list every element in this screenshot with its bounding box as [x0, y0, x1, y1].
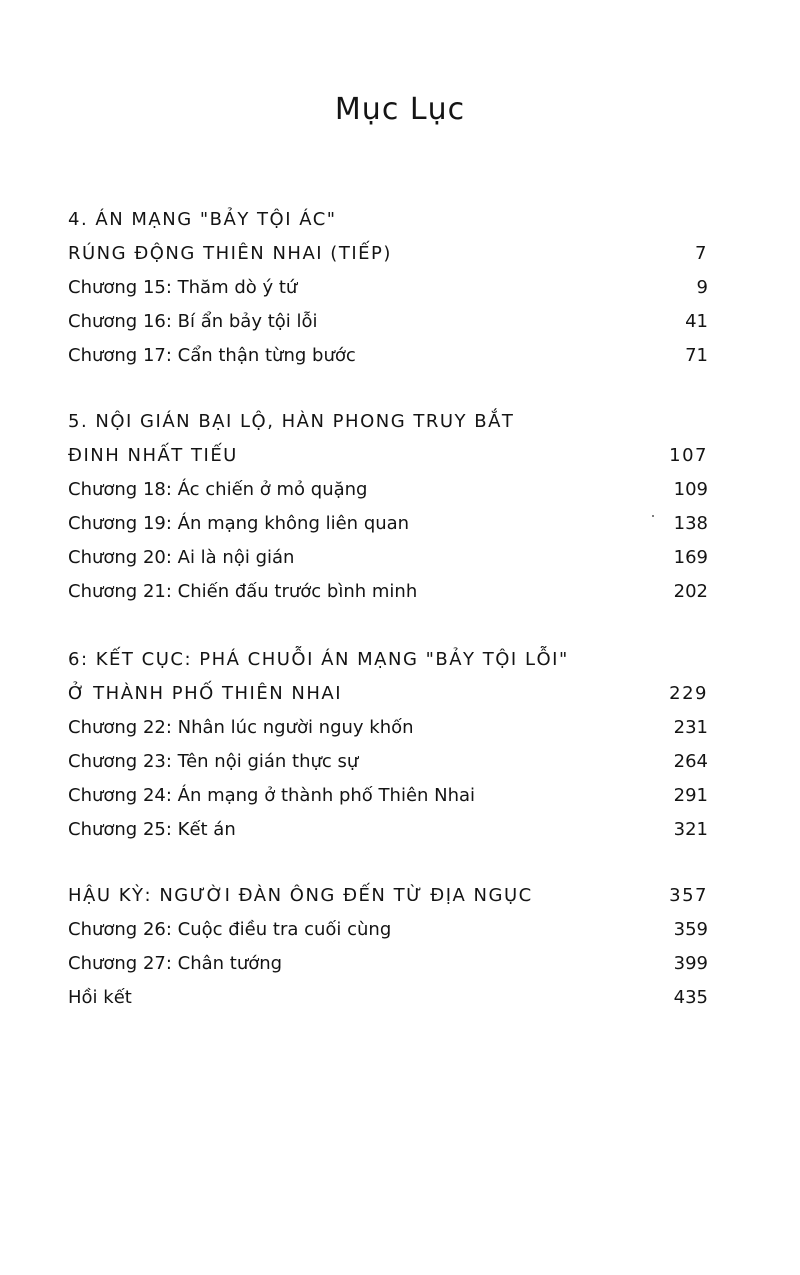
chapter-label: Chương 20: Ai là nội gián	[68, 546, 295, 568]
chapter-label: Chương 15: Thăm dò ý tứ	[68, 276, 298, 298]
page-number: 107	[669, 444, 708, 466]
chapter-label: Chương 24: Án mạng ở thành phố Thiên Nhai	[68, 784, 476, 806]
toc-entry	[68, 272, 708, 302]
chapter-label: Chương 18: Ác chiến ở mỏ quặng	[68, 478, 368, 500]
chapter-label: Chương 23: Tên nội gián thực sự	[68, 750, 359, 772]
page-number: 7	[695, 242, 708, 264]
chapter-label: Chương 27: Chân tướng	[68, 952, 283, 974]
section-heading-line: 5. NỘI GIÁN BẠI LỘ, HÀN PHONG TRUY BẮT	[68, 410, 515, 432]
page-number: 357	[669, 884, 708, 906]
page-title: Mục Lục	[334, 92, 466, 127]
toc-entry	[68, 712, 708, 742]
scan-speck	[652, 515, 654, 517]
page-number: 41	[685, 310, 708, 332]
toc-entry	[68, 306, 708, 336]
chapter-label: Chương 19: Án mạng không liên quan	[68, 512, 410, 534]
toc-entry	[68, 508, 708, 538]
page-number: 71	[685, 344, 708, 366]
page-number: 291	[673, 784, 708, 806]
chapter-label: Chương 16: Bí ẩn bảy tội lỗi	[68, 310, 318, 332]
section-heading	[68, 204, 708, 234]
toc-entry	[68, 576, 708, 606]
page-number: 202	[673, 580, 708, 602]
section-heading-line: RÚNG ĐỘNG THIÊN NHAI (TIẾP)	[68, 242, 392, 264]
page-number: 231	[673, 716, 708, 738]
toc-entry	[68, 340, 708, 370]
chapter-label: Chương 26: Cuộc điều tra cuối cùng	[68, 918, 392, 940]
page-number: 399	[673, 952, 708, 974]
page-number: 435	[673, 986, 708, 1008]
section-heading	[68, 406, 708, 436]
chapter-label: Chương 21: Chiến đấu trước bình minh	[68, 580, 418, 602]
page-number: 264	[673, 750, 708, 772]
chapter-label: Hồi kết	[68, 986, 132, 1008]
toc-entry	[68, 914, 708, 944]
chapter-label: Chương 22: Nhân lúc người nguy khốn	[68, 716, 414, 738]
page-number: 229	[669, 682, 708, 704]
section-heading	[68, 644, 708, 674]
section-heading-line: ĐINH NHẤT TIẾU	[68, 444, 238, 466]
page-number: 359	[673, 918, 708, 940]
page-number: 109	[673, 478, 708, 500]
page-number: 321	[673, 818, 708, 840]
section-heading-line: Ở THÀNH PHỐ THIÊN NHAI	[68, 682, 343, 704]
toc-entry	[68, 948, 708, 978]
section-heading	[68, 678, 708, 708]
toc-entry	[68, 542, 708, 572]
toc-entry	[68, 474, 708, 504]
section-heading	[68, 880, 708, 910]
page-number: 169	[673, 546, 708, 568]
section-heading-line: 6: KẾT CỤC: PHÁ CHUỖI ÁN MẠNG "BẢY TỘI LỖI"	[68, 648, 569, 670]
section-heading	[68, 238, 708, 268]
page-number: 9	[696, 276, 708, 298]
toc-entry	[68, 982, 708, 1012]
section-heading	[68, 440, 708, 470]
toc-entry	[68, 814, 708, 844]
toc-entry	[68, 780, 708, 810]
chapter-label: Chương 25: Kết án	[68, 818, 236, 840]
page-number: 138	[673, 512, 708, 534]
toc-entry	[68, 746, 708, 776]
chapter-label: Chương 17: Cẩn thận từng bước	[68, 344, 356, 366]
section-heading-line: 4. ÁN MẠNG "BẢY TỘI ÁC"	[68, 208, 337, 230]
section-heading-line: HẬU KỲ: NGƯỜI ĐÀN ÔNG ĐẾN TỪ ĐỊA NGỤC	[68, 884, 533, 906]
